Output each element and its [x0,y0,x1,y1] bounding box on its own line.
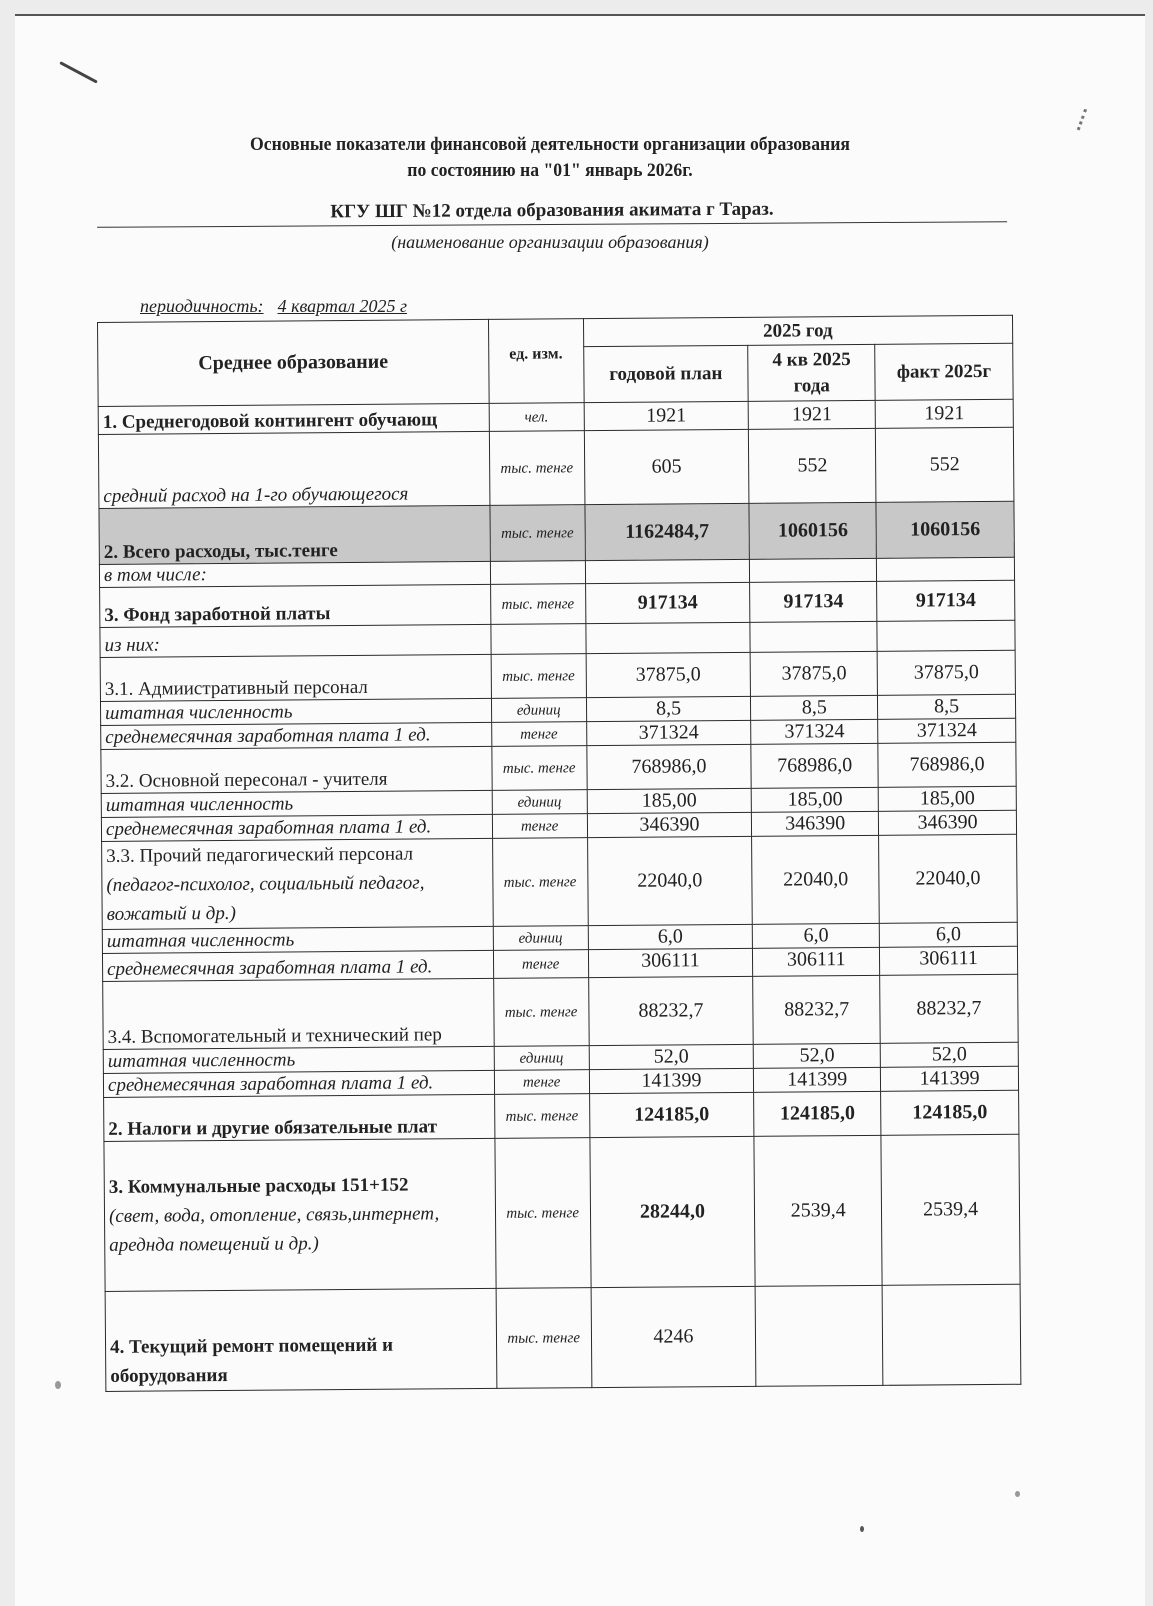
row-label-cell [102,926,493,953]
row-label-cell [101,746,492,793]
unit-cell: чел. [489,403,584,432]
value-cell-fact: 37875,0 [877,650,1015,695]
value-cell-plan: 4246 [591,1286,757,1387]
unit-cell: тенге [494,1070,589,1095]
value-cell-q4: 917134 [750,581,877,622]
value-cell-q4: 768986,0 [751,743,878,788]
financial-indicators-table [97,315,1021,1392]
row-label: из них: [104,634,160,656]
row-label: средний расход на 1-го обучающегося [103,483,409,507]
row-label-cell [98,403,489,434]
organization-name: КГУ ШГ №12 отдела образования акимата г Тараз. [97,197,1007,228]
value-cell-plan: 1921 [584,401,749,430]
value-cell-q4: 1921 [749,400,876,429]
value-cell-q4: 1060156 [749,502,876,559]
row-label: среднемесячная заработная плата 1 ед. [105,816,432,840]
value-cell-fact: 6,0 [879,922,1017,947]
value-cell-fact [877,557,1015,581]
unit-cell: тенге [492,814,587,839]
row-sublabel: (свет, вода, отопление, связь,интернет, ареднда помещений и др.) [108,1203,440,1256]
unit-cell: тыс. тенге [491,654,586,699]
row-label: 2. Налоги и другие обязательные плат [108,1116,438,1140]
value-cell-q4: 88232,7 [753,975,880,1044]
value-cell-plan: 52,0 [589,1044,754,1069]
row-label: 4. Текущий ремонт помещений и оборудования [109,1334,394,1387]
row-label-cell [99,561,490,587]
table-row [105,1284,1021,1391]
value-cell-plan: 185,00 [587,788,752,813]
value-cell-plan: 371324 [586,720,751,745]
value-cell-plan: 1162484,7 [585,503,750,560]
value-cell-q4: 185,00 [752,787,879,812]
row-label-cell [101,722,492,749]
unit-cell: единиц [494,1046,589,1071]
value-cell-fact: 22040,0 [879,834,1018,923]
row-label: 3.2. Основной пересонал - учителя [105,768,388,792]
row-label-cell [103,1046,494,1073]
row-label-cell [100,624,491,657]
value-cell-fact: 2539,4 [881,1134,1020,1285]
value-cell-q4: 552 [749,428,876,503]
row-label: 3.1. Адмиистративный персонал [104,676,368,700]
value-cell-plan: 346390 [587,812,752,837]
value-cell-plan: 917134 [585,582,750,623]
scan-speck [1015,1491,1020,1497]
unit-cell: единиц [492,790,587,815]
pen-scribble-mark [1077,109,1100,135]
unit-cell: тыс. тенге [489,431,584,506]
pen-stroke-mark [59,61,97,83]
value-cell-plan: 605 [584,429,749,504]
value-cell-fact: 1921 [875,399,1013,428]
value-cell-q4: 37875,0 [750,651,877,696]
value-cell-fact: 8,5 [878,694,1016,719]
unit-cell: тыс. тенге [490,505,585,562]
row-sublabel: (педагог-психолог, социальный педагог, вожатый и др.) [106,872,425,925]
row-label-cell [105,1288,497,1391]
value-cell-q4: 22040,0 [752,835,879,924]
value-cell-fact: 371324 [878,718,1016,743]
value-cell-q4: 371324 [751,719,878,744]
row-label: 3. Фонд заработной платы [104,603,331,626]
row-label-cell [100,654,491,701]
value-cell-q4: 2539,4 [754,1135,882,1286]
value-cell-fact: 552 [876,427,1014,502]
value-cell-q4: 306111 [753,947,880,976]
unit-cell [491,624,586,655]
value-cell-q4 [750,558,877,582]
row-label: среднемесячная заработная плата 1 ед. [105,724,431,748]
value-cell-fact: 917134 [877,580,1015,621]
value-cell-plan: 6,0 [588,924,753,949]
value-cell-plan: 124185,0 [589,1092,754,1137]
unit-cell: тыс. тенге [492,838,588,927]
value-cell-plan: 37875,0 [586,652,751,697]
value-cell-q4: 346390 [752,811,879,836]
value-cell-plan [585,559,750,583]
table-row [104,1134,1020,1291]
value-cell-fact: 88232,7 [880,974,1018,1043]
table-row [102,834,1018,929]
row-label-cell [100,584,491,627]
row-label: 1. Среднегодовой контингент обучающ [102,409,438,433]
value-cell-fact: 124185,0 [881,1090,1019,1135]
row-label-cell [101,790,492,817]
row-label-cell [101,814,492,841]
row-label-cell [104,1138,496,1291]
value-cell-plan: 8,5 [586,696,751,721]
unit-cell: единиц [493,926,588,951]
table-row [98,427,1014,508]
value-cell-q4 [750,621,877,652]
row-label-cell [99,505,490,564]
value-cell-plan: 28244,0 [589,1136,755,1287]
table-row [99,501,1014,564]
value-cell-q4: 8,5 [751,695,878,720]
unit-cell [490,561,585,585]
value-cell-fact [882,1284,1021,1385]
col-header-name: Среднее образование [98,319,489,406]
value-cell-plan: 768986,0 [586,744,751,789]
table-row [100,650,1015,701]
row-label-cell [98,431,489,508]
value-cell-q4: 52,0 [754,1043,881,1068]
value-cell-q4: 141399 [754,1067,881,1092]
row-label-cell [102,838,493,929]
value-cell-fact [877,620,1015,651]
value-cell-plan: 22040,0 [587,836,752,925]
row-label-cell [100,698,491,725]
value-cell-fact: 52,0 [880,1042,1018,1067]
row-label-cell [102,950,493,981]
row-label: среднемесячная заработная плата 1 ед. [107,956,433,980]
row-label: 3.3. Прочий педагогический персонал [106,843,414,867]
row-label: 3. Коммунальные расходы 151+152 [108,1174,409,1198]
col-header-year-group: 2025 год [583,315,1013,346]
value-cell-plan: 306111 [588,948,753,977]
row-label: штатная численность [104,701,293,724]
unit-cell: тенге [493,950,588,979]
value-cell-fact: 346390 [879,810,1017,835]
unit-cell: единиц [491,698,586,723]
periodicity-value: 4 квартал 2025 г [277,296,408,316]
row-label-cell [103,1070,494,1097]
table-row [103,974,1019,1049]
unit-cell: тыс. тенге [496,1288,592,1389]
value-cell-fact: 141399 [881,1066,1019,1091]
value-cell-q4 [755,1285,883,1386]
unit-cell: тыс. тенге [493,978,588,1047]
col-header-plan: годовой план [583,345,748,402]
row-label: штатная численность [105,793,294,816]
value-cell-plan: 141399 [589,1068,754,1093]
value-cell-plan [585,622,750,653]
row-label: среднемесячная заработная плата 1 ед. [107,1072,434,1096]
row-label: штатная численность [107,1049,296,1072]
unit-cell: тыс. тенге [494,1094,589,1139]
col-header-unit: ед. изм. [488,319,583,404]
document-title: Основные показатели финансовой деятельности организации образования [250,134,850,155]
unit-cell: тенге [491,722,586,747]
organization-caption: (наименование организации образования) [391,232,709,252]
value-cell-fact: 768986,0 [878,742,1016,787]
row-label: 3.4. Вспомогательный и технический пер [107,1024,442,1048]
unit-cell: тыс. тенге [490,584,585,625]
row-label: в том числе: [103,564,207,586]
value-cell-plan: 88232,7 [588,976,753,1045]
value-cell-fact: 1060156 [876,501,1014,558]
row-label-cell [104,1094,495,1141]
unit-cell: тыс. тенге [495,1138,591,1289]
unit-cell: тыс. тенге [492,746,587,791]
value-cell-fact: 306111 [880,946,1018,975]
periodicity-label: периодичность: [140,296,264,316]
row-label: штатная численность [106,929,295,952]
value-cell-q4: 124185,0 [754,1091,881,1136]
table-row [104,1090,1019,1141]
value-cell-q4: 6,0 [753,923,880,948]
periodicity [140,296,407,317]
row-label: 2. Всего расходы, тыс.тенге [103,540,338,563]
scan-speck [860,1526,864,1532]
table-row [101,742,1016,793]
document-subtitle-date: по состоянию на "01" январь 2026г. [407,160,693,181]
scan-speck [55,1381,61,1389]
col-header-fact: факт 2025г [875,343,1013,400]
row-label-cell [103,978,494,1049]
value-cell-fact: 185,00 [878,786,1016,811]
col-header-q4: 4 кв 2025 года [748,344,875,401]
